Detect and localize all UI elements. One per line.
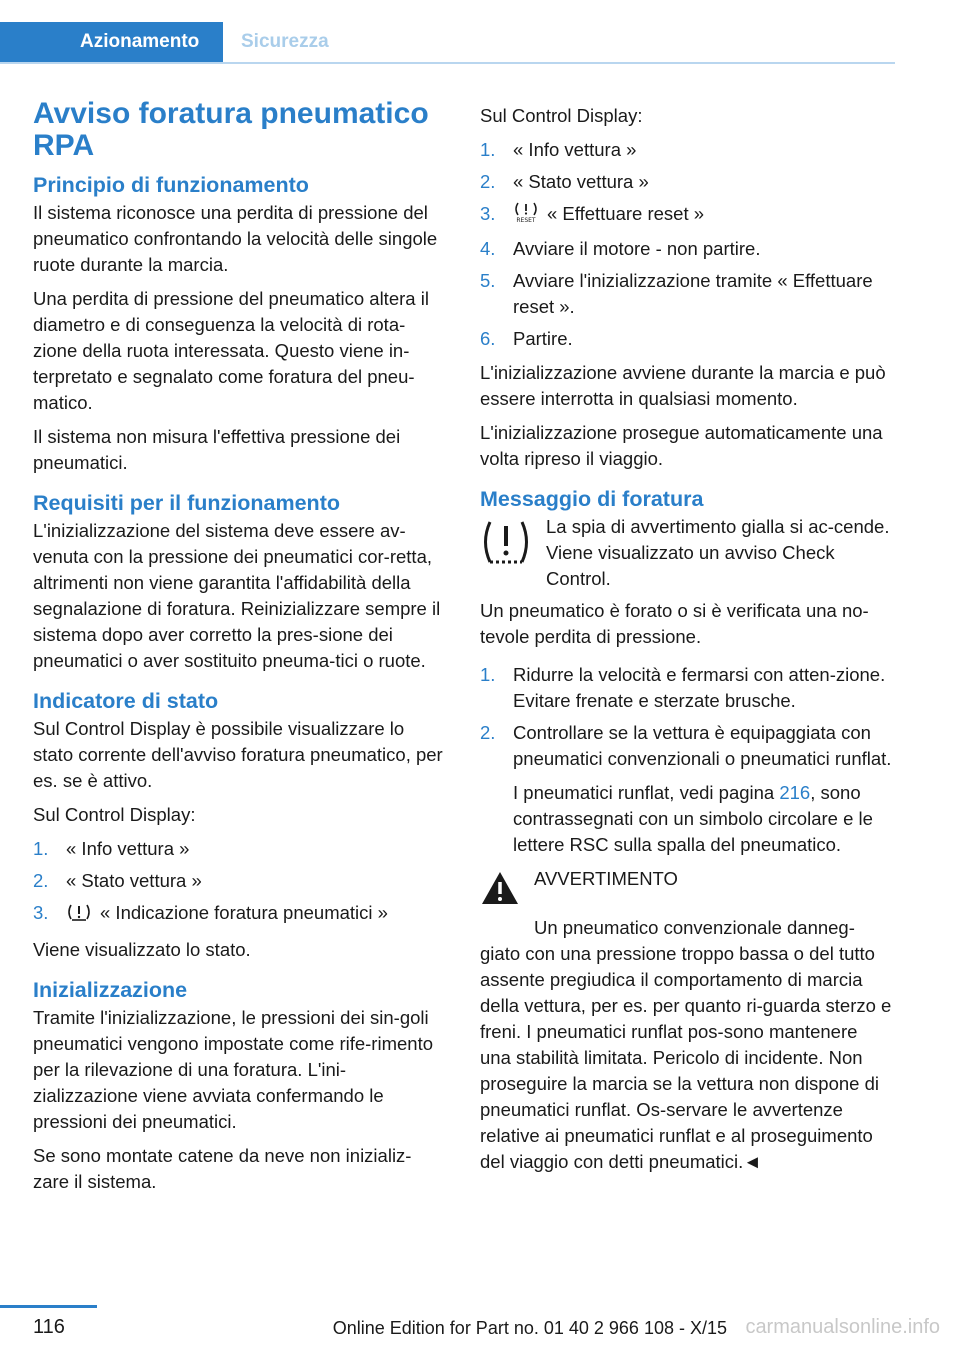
paragraph: Viene visualizzato lo stato. — [33, 939, 251, 960]
warning-lamp-block — [480, 514, 892, 592]
step-text: « Info vettura » — [513, 139, 637, 160]
list-item — [480, 169, 892, 195]
paragraph: Sul Control Display è possibile visualizzare lo stato corrente dell'avviso foratura pneumatico, per es. se è attivo. — [33, 718, 443, 791]
steps-list-reset — [480, 137, 892, 352]
list-item — [33, 900, 445, 929]
list-item — [480, 720, 892, 772]
runflat-note — [480, 780, 892, 858]
step-text: « Indicazione foratura pneumatici » — [100, 902, 388, 923]
tire-pressure-warning-icon — [480, 518, 532, 573]
step-number: 5. — [480, 270, 496, 291]
step-number: 2. — [480, 722, 496, 743]
step-text: Controllare se la vettura è equipaggiata con pneumatici convenzionali o pneumatici runflat. — [513, 722, 892, 769]
step-number: 3. — [480, 203, 496, 224]
warning-body: Un pneumatico convenzionale danneg-giato con una pressione troppo bassa o del tutto assente pregiudica il comportamento di marcia della vettura, per es. per quanto ri-guarda sterzo e freni. I pneumatici runflat pos-sono mantenere una stabilità limitata. Pericolo di incidente. Non proseguire la marcia se la vettura non dispone di pneumatici runflat. Os-servare le avvertenze relative ai pneumatici runflat e al proseguimento del viaggio con detti pneumatici.◄ — [480, 917, 892, 1172]
list-item — [33, 868, 445, 894]
paragraph: L'inizializzazione avviene durante la marcia e può essere interrotta in qualsiasi momento. — [480, 362, 886, 409]
step-text: « Stato vettura » — [513, 171, 649, 192]
note-text: I pneumatici runflat, vedi pagina — [513, 782, 780, 803]
step-text: « Effettuare reset » — [547, 203, 705, 224]
step-number: 1. — [33, 838, 49, 859]
paragraph: Sul Control Display: — [480, 105, 643, 126]
step-text: « Info vettura » — [66, 838, 190, 859]
page-link-216[interactable]: 216 — [779, 782, 811, 803]
step-text: « Stato vettura » — [66, 870, 202, 891]
warning-text — [480, 915, 892, 1175]
paragraph: Tramite l'inizializzazione, le pressioni dei sin-goli pneumatici vengono impostate come rife-rimento per la rilevazione di una foratura. L'ini-zializzazione viene avviata confermando le pressioni dei pneumatici. — [33, 1007, 433, 1132]
heading-requisiti: Requisiti per il funzionamento — [33, 491, 340, 515]
list-item — [480, 236, 892, 262]
page-number: 116 — [33, 1316, 65, 1338]
paragraph: Il sistema riconosce una perdita di pressione del pneumatico confrontando la velocità delle singole ruote durante la marcia. — [33, 202, 438, 275]
heading-inizializzazione: Inizializzazione — [33, 978, 188, 1002]
heading-principio: Principio di funzionamento — [33, 173, 309, 197]
list-item — [480, 268, 892, 320]
left-column — [33, 98, 445, 1203]
step-text: Avviare il motore - non partire. — [513, 238, 761, 259]
tire-pressure-icon — [66, 902, 92, 929]
step-number: 6. — [480, 328, 496, 349]
tab-azionamento-label[interactable]: Azionamento — [80, 31, 200, 52]
footer-rule — [0, 1305, 97, 1308]
paragraph: Un pneumatico è forato o si è verificata una no-tevole perdita di pressione. — [480, 600, 869, 647]
warning-title: AVVERTIMENTO — [534, 868, 678, 889]
step-number: 4. — [480, 238, 496, 259]
list-item — [480, 326, 892, 352]
step-number: 3. — [33, 902, 49, 923]
step-number: 2. — [480, 171, 496, 192]
paragraph: Sul Control Display: — [33, 804, 196, 825]
paragraph: L'inizializzazione prosegue automaticamente una volta ripreso il viaggio. — [480, 422, 883, 469]
list-item — [480, 662, 892, 714]
page-title: Avviso foratura pneumatico RPA — [33, 97, 429, 162]
warning-triangle-icon — [480, 870, 520, 913]
heading-messaggio: Messaggio di foratura — [480, 487, 704, 511]
watermark: carmanualsonline.info — [745, 1316, 940, 1338]
list-item — [480, 201, 892, 230]
tire-reset-icon — [513, 201, 539, 230]
note-text: , sono contrassegnati con un simbolo circolare e le lettere RSC sulla spalla del pneumatico. — [513, 782, 873, 855]
paragraph: Il sistema non misura l'effettiva pressione dei pneumatici. — [33, 426, 401, 473]
right-column — [480, 103, 892, 1183]
heading-indicatore: Indicatore di stato — [33, 689, 219, 713]
header-tabbar — [0, 22, 895, 64]
warning-block — [480, 866, 892, 913]
list-item — [33, 836, 445, 862]
step-number: 1. — [480, 139, 496, 160]
paragraph: La spia di avvertimento gialla si ac-cende. Viene visualizzato un avviso Check Control. — [546, 516, 890, 589]
list-item — [480, 137, 892, 163]
svg-text:RESET: RESET — [516, 217, 536, 223]
step-number: 1. — [480, 664, 496, 685]
paragraph: Una perdita di pressione del pneumatico altera il diametro e di conseguenza la velocità di rota-zione della ruota interessata. Questo viene in-terpretato e segnalato come foratura del pneu-matico. — [33, 288, 429, 413]
step-text: Partire. — [513, 328, 573, 349]
paragraph: L'inizializzazione del sistema deve essere av-venuta con la pressione dei pneumatici cor-retta, altrimenti non viene garantita l'affidabilità della segnalazione di foratura. Reinizializzare sempre il sistema dopo aver corretto la pres-sione dei pneumatici o aver sostituito pneuma-tici o ruote. — [33, 520, 441, 671]
paragraph: Se sono montate catene da neve non inizializ-zare il sistema. — [33, 1145, 412, 1192]
step-text: Avviare l'inizializzazione tramite « Effettuare reset ». — [513, 270, 873, 317]
step-text: Ridurre la velocità e fermarsi con atten-zione. Evitare frenate e sterzate brusche. — [513, 664, 886, 711]
edition-text: Online Edition for Part no. 01 40 2 966 108 - X/15 — [332, 1318, 727, 1338]
steps-list-foratura — [480, 662, 892, 772]
steps-list-status — [33, 836, 445, 929]
tab-sicurezza-label[interactable]: Sicurezza — [241, 31, 329, 52]
step-number: 2. — [33, 870, 49, 891]
